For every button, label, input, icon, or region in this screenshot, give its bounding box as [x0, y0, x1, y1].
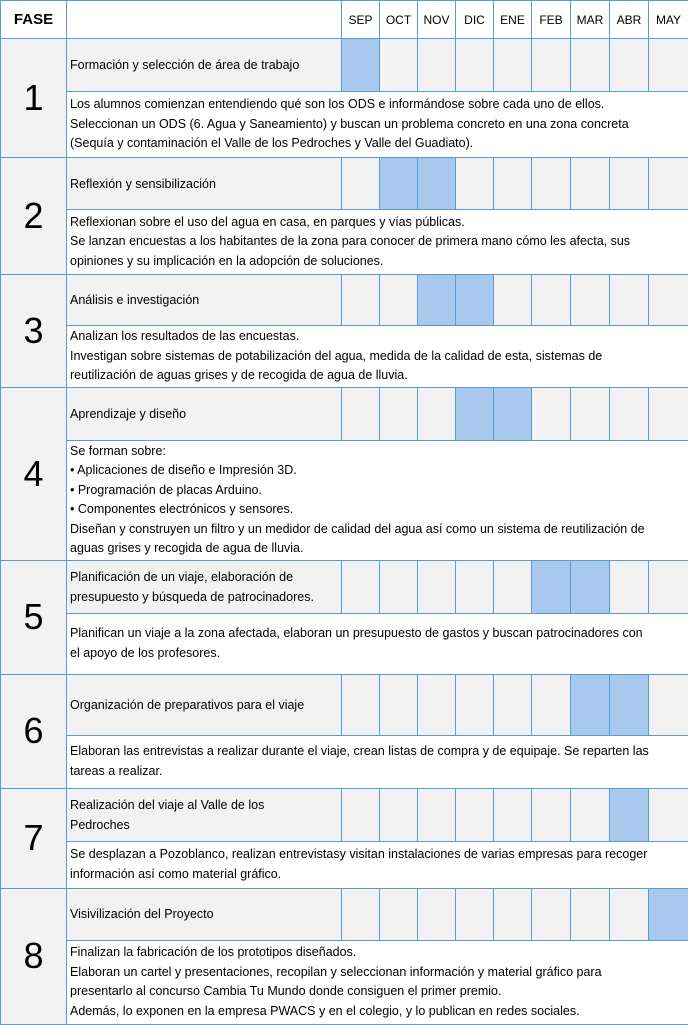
description-line: reutilización de aguas grises y de recogida de agua de lluvia.: [70, 366, 685, 386]
description-line: (Sequía y contaminación el Valle de los Pedroches y Valle del Guadiato).: [70, 134, 685, 154]
month-cell-oct: [380, 39, 418, 92]
phase-row: [1, 158, 688, 210]
month-cell-may: [649, 158, 688, 210]
month-cell-feb: [532, 674, 571, 735]
month-cell-may: [649, 275, 688, 326]
month-cell-oct: [380, 387, 418, 440]
month-cell-sep-active: [342, 39, 380, 92]
phase-row: [1, 275, 688, 326]
description-line: el apoyo de los profesores.: [70, 644, 685, 664]
description-line: Se desplazan a Pozoblanco, realizan entrevistasy visitan instalaciones de varias empresas para recoger: [70, 845, 685, 865]
phase-row: [1, 387, 688, 440]
description-line: Analizan los resultados de las encuestas.: [70, 327, 685, 347]
phase-title-line: Formación y selección de área de trabajo: [70, 55, 338, 75]
month-cell-nov-active: [418, 158, 456, 210]
month-header-ene: ENE: [494, 1, 532, 39]
month-cell-nov: [418, 788, 456, 841]
month-cell-feb: [532, 158, 571, 210]
phase-number: 3: [1, 275, 67, 388]
month-cell-sep: [342, 275, 380, 326]
month-cell-mar: [571, 387, 610, 440]
phase-description: [67, 735, 688, 788]
phase-description: [67, 841, 688, 888]
phase-title: [67, 560, 342, 613]
phase-title: [67, 158, 342, 210]
phase-title-line: Análisis e investigación: [70, 290, 338, 310]
month-cell-dic: [456, 39, 494, 92]
description-line: Investigan sobre sistemas de potabilización del agua, medida de la calidad de esta, sistemas de: [70, 347, 685, 367]
month-cell-nov: [418, 674, 456, 735]
month-header-may: MAY: [649, 1, 688, 39]
month-cell-ene: [494, 888, 532, 940]
month-cell-ene: [494, 275, 532, 326]
description-line: Diseñan y construyen un filtro y un medidor de calidad del agua así como un sistema de reutilización de: [70, 520, 685, 540]
phase-description-row: [1, 326, 688, 388]
phase-number: 4: [1, 387, 67, 560]
month-cell-sep: [342, 560, 380, 613]
description-line: Los alumnos comienzan entendiendo qué son los ODS e informándose sobre cada uno de ellos.: [70, 95, 685, 115]
phase-description: [67, 92, 688, 158]
phase-description-row: [1, 210, 688, 275]
description-line: Se lanzan encuestas a los habitantes de la zona para conocer de primera mano cómo les afecta, sus: [70, 232, 685, 252]
month-cell-mar-active: [571, 560, 610, 613]
month-cell-abr-active: [610, 674, 649, 735]
header-row: [1, 1, 688, 39]
month-cell-sep: [342, 788, 380, 841]
phase-description-row: [1, 440, 688, 560]
month-cell-nov-active: [418, 275, 456, 326]
description-line: aguas grises y recogida de agua de lluvia.: [70, 539, 685, 559]
phase-title-line: Reflexión y sensibilización: [70, 174, 338, 194]
month-cell-ene: [494, 158, 532, 210]
phase-number: 7: [1, 788, 67, 888]
phase-title: [67, 788, 342, 841]
phase-title-line: Planificación de un viaje, elaboración de: [70, 567, 338, 587]
fase-header: FASE: [1, 1, 67, 39]
month-cell-mar-active: [571, 674, 610, 735]
month-cell-abr: [610, 275, 649, 326]
phase-description-row: [1, 735, 688, 788]
month-cell-sep: [342, 888, 380, 940]
month-cell-mar: [571, 39, 610, 92]
month-cell-oct: [380, 788, 418, 841]
phase-number: 6: [1, 674, 67, 788]
phase-number: 8: [1, 888, 67, 1024]
month-cell-abr: [610, 158, 649, 210]
description-line: Se forman sobre:: [70, 442, 685, 462]
phase-row: [1, 888, 688, 940]
description-line: • Programación de placas Arduino.: [70, 481, 685, 501]
month-header-mar: MAR: [571, 1, 610, 39]
description-line: opiniones y su implicación en la adopción de soluciones.: [70, 252, 685, 272]
phase-description: [67, 940, 688, 1024]
phase-description: [67, 613, 688, 674]
phase-description: [67, 440, 688, 560]
phase-title-line: presupuesto y búsqueda de patrocinadores.: [70, 587, 338, 607]
phase-row: [1, 788, 688, 841]
phase-number: 2: [1, 158, 67, 275]
month-header-abr: ABR: [610, 1, 649, 39]
month-header-feb: FEB: [532, 1, 571, 39]
month-cell-oct: [380, 674, 418, 735]
description-line: Elaboran las entrevistas a realizar durante el viaje, crean listas de compra y de equipaje. Se reparten las: [70, 742, 685, 762]
month-cell-feb-active: [532, 560, 571, 613]
month-header-sep: SEP: [342, 1, 380, 39]
phase-title-line: Aprendizaje y diseño: [70, 404, 338, 424]
month-cell-dic: [456, 788, 494, 841]
month-cell-abr: [610, 387, 649, 440]
month-cell-mar: [571, 788, 610, 841]
month-cell-abr: [610, 39, 649, 92]
phase-title: [67, 39, 342, 92]
month-cell-sep: [342, 158, 380, 210]
phase-number: 1: [1, 39, 67, 158]
month-cell-feb: [532, 39, 571, 92]
month-cell-mar: [571, 275, 610, 326]
month-cell-mar: [571, 158, 610, 210]
month-header-oct: OCT: [380, 1, 418, 39]
month-cell-mar: [571, 888, 610, 940]
month-cell-oct: [380, 560, 418, 613]
month-cell-ene: [494, 39, 532, 92]
phase-description-row: [1, 841, 688, 888]
month-cell-nov: [418, 888, 456, 940]
description-line: Además, lo exponen en la empresa PWACS y en el colegio, y lo publican en redes sociales.: [70, 1002, 685, 1022]
phase-row: [1, 39, 688, 92]
phase-body: [1, 39, 688, 1025]
phase-title: [67, 888, 342, 940]
description-line: • Componentes electrónicos y sensores.: [70, 500, 685, 520]
phase-title: [67, 275, 342, 326]
month-cell-oct-active: [380, 158, 418, 210]
phase-title: [67, 674, 342, 735]
month-header-dic: DIC: [456, 1, 494, 39]
month-cell-sep: [342, 387, 380, 440]
month-cell-dic: [456, 560, 494, 613]
description-line: presentarlo al concurso Cambia Tu Mundo donde consiguen el primer premio.: [70, 982, 685, 1002]
month-cell-nov: [418, 560, 456, 613]
phase-description-row: [1, 613, 688, 674]
month-cell-feb: [532, 387, 571, 440]
month-cell-may-active: [649, 888, 688, 940]
title-header: [67, 1, 342, 39]
month-cell-nov: [418, 387, 456, 440]
month-cell-abr: [610, 560, 649, 613]
month-cell-sep: [342, 674, 380, 735]
phase-description-row: [1, 940, 688, 1024]
description-line: Planifican un viaje a la zona afectada, elaboran un presupuesto de gastos y buscan patrocinadores con: [70, 624, 685, 644]
month-cell-ene: [494, 788, 532, 841]
month-header-nov: NOV: [418, 1, 456, 39]
phase-title-line: Realización del viaje al Valle de los: [70, 795, 338, 815]
month-cell-dic-active: [456, 275, 494, 326]
phase-description: [67, 210, 688, 275]
month-cell-may: [649, 39, 688, 92]
month-cell-may: [649, 674, 688, 735]
description-line: Finalizan la fabricación de los prototipos diseñados.: [70, 943, 685, 963]
month-cell-feb: [532, 788, 571, 841]
month-cell-dic: [456, 674, 494, 735]
description-line: Reflexionan sobre el uso del agua en casa, en parques y vías públicas.: [70, 213, 685, 233]
month-cell-ene-active: [494, 387, 532, 440]
description-line: Elaboran un cartel y presentaciones, recopilan y seleccionan información y material gráfico para: [70, 963, 685, 983]
phase-row: [1, 560, 688, 613]
month-cell-feb: [532, 888, 571, 940]
month-cell-dic-active: [456, 387, 494, 440]
description-line: Seleccionan un ODS (6. Agua y Saneamiento) y buscan un problema concreto en una zona concreta: [70, 115, 685, 135]
month-cell-oct: [380, 275, 418, 326]
description-line: información así como material gráfico.: [70, 865, 685, 885]
phase-title-line: Visivilización del Proyecto: [70, 904, 338, 924]
month-cell-feb: [532, 275, 571, 326]
phase-number: 5: [1, 560, 67, 674]
month-cell-oct: [380, 888, 418, 940]
month-cell-abr: [610, 888, 649, 940]
month-cell-may: [649, 387, 688, 440]
month-cell-may: [649, 788, 688, 841]
phase-description-row: [1, 92, 688, 158]
phase-title-line: Pedroches: [70, 815, 338, 835]
month-cell-dic: [456, 158, 494, 210]
month-cell-dic: [456, 888, 494, 940]
month-cell-ene: [494, 560, 532, 613]
description-line: • Aplicaciones de diseño e Impresión 3D.: [70, 461, 685, 481]
phase-row: [1, 674, 688, 735]
phase-title-line: Organización de preparativos para el viaje: [70, 695, 338, 715]
phase-title: [67, 387, 342, 440]
month-cell-ene: [494, 674, 532, 735]
month-cell-abr-active: [610, 788, 649, 841]
description-line: tareas a realizar.: [70, 762, 685, 782]
month-cell-nov: [418, 39, 456, 92]
month-cell-may: [649, 560, 688, 613]
phase-description: [67, 326, 688, 388]
